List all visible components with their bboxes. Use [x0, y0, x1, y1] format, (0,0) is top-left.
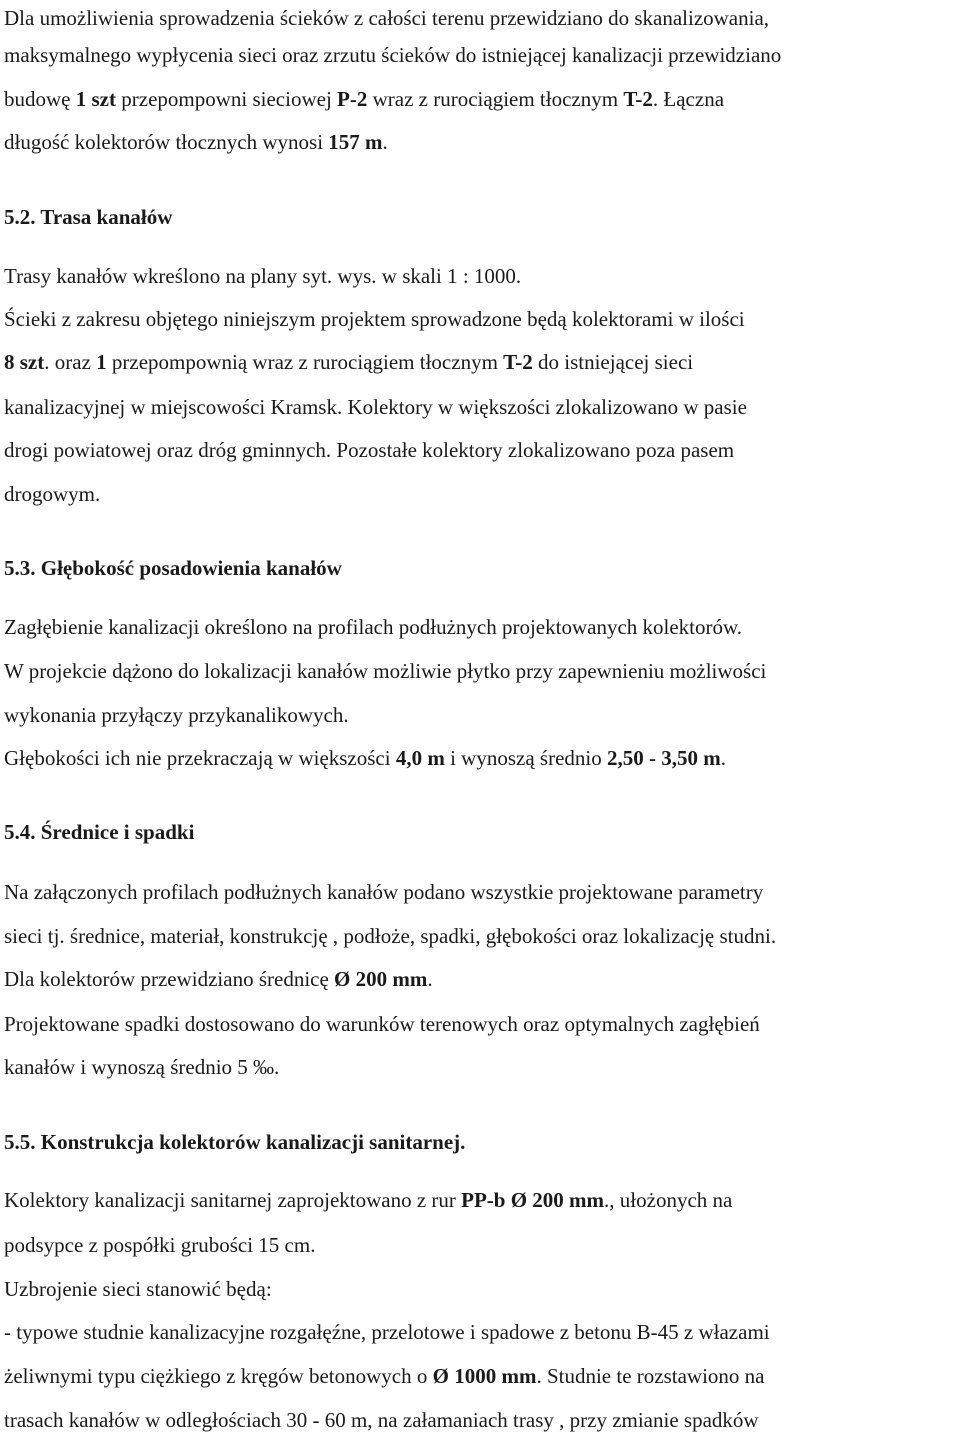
paragraph-line: kanalizacyjnej w miejscowości Kramsk. Kolektory w większości zlokalizowano w pasie	[4, 395, 747, 419]
paragraph-line: Ścieki z zakresu objętego niniejszym projektem sprowadzone będą kolektorami w ilości	[4, 307, 745, 331]
paragraph-line: Zagłębienie kanalizacji określono na profilach podłużnych projektowanych kolektorów.	[4, 615, 743, 639]
paragraph-line: Trasy kanałów wkreślono na plany syt. wys. w skali 1 : 1000.	[4, 264, 522, 288]
paragraph-line: W projekcie dążono do lokalizacji kanałów możliwie płytko przy zapewnieniu możliwości	[4, 659, 767, 683]
paragraph-line: kanałów i wynoszą średnio 5 ‰.	[4, 1055, 280, 1079]
paragraph-line: 8 szt. oraz 1 przepompownią wraz z rurociągiem tłocznym T-2 do istniejącej sieci	[4, 350, 694, 374]
paragraph-line: długość kolektorów tłocznych wynosi 157 m.	[4, 130, 388, 154]
paragraph-line: budowę 1 szt przepompowni sieciowej P-2 wraz z rurociągiem tłocznym T-2. Łączna	[4, 87, 725, 111]
paragraph-line: Kolektory kanalizacji sanitarnej zaprojektowano z rur PP-b Ø 200 mm., ułożonych na	[4, 1188, 733, 1212]
paragraph-line: drogowym.	[4, 482, 101, 506]
section-heading: 5.2. Trasa kanałów	[4, 205, 173, 229]
paragraph-line: wykonania przyłączy przykanalikowych.	[4, 703, 349, 727]
section-heading: 5.5. Konstrukcja kolektorów kanalizacji sanitarnej.	[4, 1130, 466, 1154]
section-heading: 5.4. Średnice i spadki	[4, 820, 195, 844]
paragraph-line: Dla umożliwienia sprowadzenia ścieków z całości terenu przewidziano do skanalizowania,	[4, 6, 770, 30]
paragraph-line: żeliwnymi typu ciężkiego z kręgów betonowych o Ø 1000 mm. Studnie te rozstawiono na	[4, 1364, 765, 1388]
paragraph-line: Na załączonych profilach podłużnych kanałów podano wszystkie projektowane parametry	[4, 880, 764, 904]
paragraph-line: Projektowane spadki dostosowano do warunków terenowych oraz optymalnych zagłębień	[4, 1012, 760, 1036]
section-heading: 5.3. Głębokość posadowienia kanałów	[4, 556, 342, 580]
paragraph-line: trasach kanałów w odległościach 30 - 60 m, na załamaniach trasy , przy zmianie spadków	[4, 1408, 759, 1432]
paragraph-line: sieci tj. średnice, materiał, konstrukcję , podłoże, spadki, głębokości oraz lokalizację studni.	[4, 924, 777, 948]
paragraph-line: drogi powiatowej oraz dróg gminnych. Pozostałe kolektory zlokalizowano poza pasem	[4, 438, 735, 462]
paragraph-line: podsypce z pospółki grubości 15 cm.	[4, 1233, 316, 1257]
paragraph-line: Głębokości ich nie przekraczają w większości 4,0 m i wynoszą średnio 2,50 - 3,50 m.	[4, 746, 726, 770]
paragraph-line: Dla kolektorów przewidziano średnicę Ø 200 mm.	[4, 967, 433, 991]
paragraph-line: Uzbrojenie sieci stanowić będą:	[4, 1277, 272, 1301]
paragraph-line: maksymalnego wypłycenia sieci oraz zrzutu ścieków do istniejącej kanalizacji przewidziano	[4, 43, 782, 67]
paragraph-line: - typowe studnie kanalizacyjne rozgałęźne, przelotowe i spadowe z betonu B-45 z włazami	[4, 1320, 770, 1344]
